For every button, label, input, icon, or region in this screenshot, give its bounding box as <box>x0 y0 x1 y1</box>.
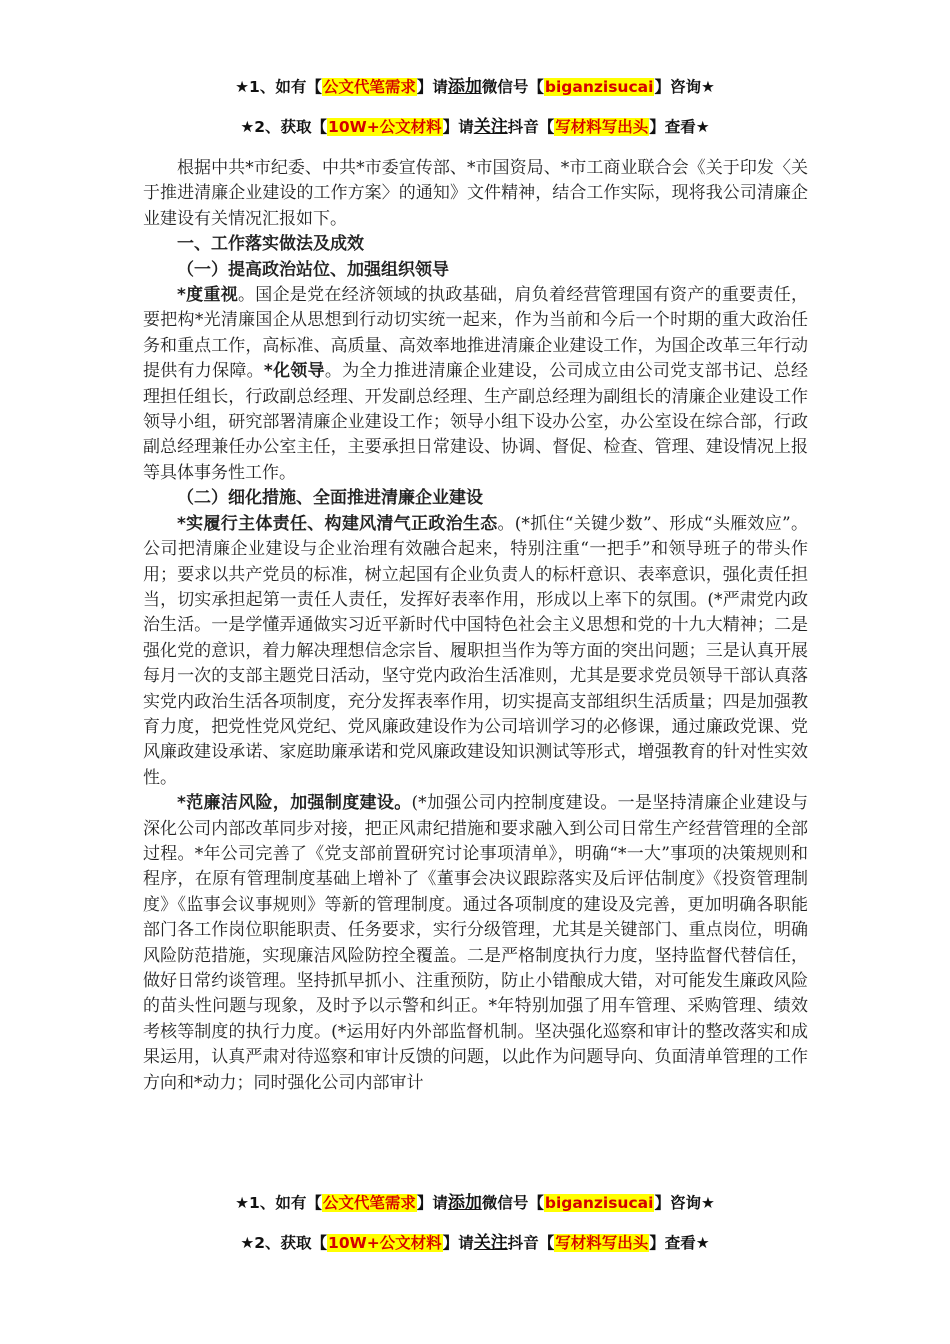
banner-highlight: 10W+公文材料 <box>328 1234 442 1252</box>
intro-paragraph: 根据中共*市纪委、中共*市委宣传部、*市国资局、*市工商业联合会《关于印发〈关于推进清廉企业建设的工作方案〉的通知》文件精神，结合工作实际，现将我公司清廉企业建设有关情况汇报如下。 <box>143 158 808 229</box>
banner-text: ★2、获取【 <box>240 118 328 136</box>
banner-highlight: 10W+公文材料 <box>328 118 442 136</box>
banner-highlight-douyin: 写材料写出头 <box>555 118 649 136</box>
paragraph-2 <box>143 512 808 791</box>
banner-text: 】咨询★ <box>654 1194 715 1212</box>
bold-lead: *范廉洁风险，加强制度建设。 <box>177 793 412 814</box>
banner-underline: 关注 <box>473 1233 508 1253</box>
top-banner-line-1 <box>0 72 950 97</box>
banner-highlight-wechat: biganzisucai <box>544 1194 654 1212</box>
paragraph-1 <box>143 283 808 486</box>
banner-underline: 关注 <box>473 117 508 137</box>
bottom-banner-line-2 <box>0 1228 950 1253</box>
banner-highlight: 公文代笔需求 <box>322 78 416 96</box>
banner-text: 微信号【 <box>481 78 544 96</box>
banner-text: 微信号【 <box>481 1194 544 1212</box>
paragraph-text: 。为全力推进清廉企业建设，公司成立由公司党支部书记、总经理担任组长，行政副总经理、开发副总经理、生产副总经理为副组长的清廉企业建设工作领导小组，研究部署清廉企业建设工作；领导小组下设办公室，办公室设在综合部，行政副总经理兼任办公室主任，主要承担日常建设、协调、督促、检查、管理、建设情况上报等具体事务性工作。 <box>143 361 809 483</box>
banner-highlight: 公文代笔需求 <box>322 1194 416 1212</box>
banner-text: 】请 <box>442 1234 474 1252</box>
banner-text: 】查看★ <box>649 118 710 136</box>
banner-highlight-wechat: biganzisucai <box>544 78 654 96</box>
banner-text: 】请 <box>442 118 474 136</box>
banner-text: 】请 <box>416 1194 448 1212</box>
banner-underline: 添加 <box>447 1193 482 1213</box>
banner-text: 抖音【 <box>507 1234 555 1252</box>
paragraph-3 <box>143 791 808 1096</box>
banner-text: ★2、获取【 <box>240 1234 328 1252</box>
banner-text: ★1、如有【 <box>235 1194 322 1212</box>
banner-text: 】请 <box>416 78 448 96</box>
subsection-heading-2: （二）细化措施、全面推进清廉企业建设 <box>177 488 483 509</box>
paragraph-text: (*加强公司内控制度建设。一是坚持清廉企业建设与深化公司内部改革同步对接，把正风肃纪措施和要求融入到公司日常生产经营管理的全部过程。*年公司完善了《党支部前置研究讨论事项清单》，明确“*一大”事项的决策规则和程序，在原有管理制度基础上增补了《董事会决议跟踪落实及后评估制度》《投资管理制度》《监事会议事规则》等新的管理制度。通过各项制度的建设及完善，更加明确各职能部门各工作岗位职能职责、任务要求，实行分级管理，尤其是关键部门、重点岗位，明确风险防范措施，实现廉洁风险防控全覆盖。二是严格制度执行力度，坚持监督代替信任，做好日常约谈管理。坚持抓早抓小、注重预防，防止小错酿成大错，对可能发生廉政风险的苗头性问题与现象，及时予以示警和纠正。*年特别加强了用车管理、采购管理、绩效考核等制度的执行力度。(*运用好内外部监督机制。坚决强化巡察和审计的整改落实和成果运用，认真严肃对待巡察和审计反馈的问题，以此作为问题导向、负面清单管理的工作方向和*动力；同时强化公司内部审计 <box>143 793 808 1093</box>
banner-text: 抖音【 <box>507 118 555 136</box>
paragraph-text: 。(*抓住“关键少数”、形成“头雁效应”。公司把清廉企业建设与企业治理有效融合起来，特别注重“一把手”和领导班子的带头作用；要求以共产党员的标准，树立起国有企业负责人的标杆意识、表率意识，强化责任担当，切实承担起第一责任人责任，发挥好表率作用，形成以上率下的氛围。(*严肃党内政治生活。一是学懂弄通做实习近平新时代中国特色社会主义思想和党的十九大精神；二是强化党的意识，着力解决理想信念宗旨、履职担当作为等方面的突出问题；三是认真开展每月一次的支部主题党日活动，坚守党内政治生活准则，尤其是要求党员领导干部认真落实党内政治生活各项制度，充分发挥表率作用，切实提高支部组织生活质量；四是加强教育力度，把党性党风党纪、党风廉政建设作为公司培训学习的必修课，通过廉政党课、党风廉政建设承诺、家庭助廉承诺和党风廉政建设知识测试等形式，增强教育的针对性实效性。 <box>143 513 808 788</box>
banner-text: 】查看★ <box>649 1234 710 1252</box>
top-banner-line-2 <box>0 112 950 137</box>
bottom-banner-line-1 <box>0 1188 950 1213</box>
bold-lead: *实履行主体责任、构建风清气正政治生态 <box>177 513 498 534</box>
banner-highlight-douyin: 写材料写出头 <box>555 1234 649 1252</box>
subsection-heading-1: （一）提高政治站位、加强组织领导 <box>177 259 449 280</box>
bold-lead: *化领导 <box>263 361 325 382</box>
section-heading-1: 一、工作落实做法及成效 <box>177 234 364 255</box>
banner-underline: 添加 <box>447 77 482 97</box>
bold-lead: *度重视 <box>177 285 239 306</box>
banner-text: 】咨询★ <box>654 78 715 96</box>
document-body <box>143 156 808 1096</box>
paragraph-text: 。国企是党在经济领域的执政基础，肩负着经营管理国有资产的重要责任，要把构*光清廉国企从思想到行动切实统一起来，作为当前和今后一个时期的重大政治任务和重点工作，高标准、高质量、高效率地推进清廉企业建设工作，为国企改革三年行动提供有力保障。 <box>143 285 809 382</box>
banner-text: ★1、如有【 <box>235 78 322 96</box>
